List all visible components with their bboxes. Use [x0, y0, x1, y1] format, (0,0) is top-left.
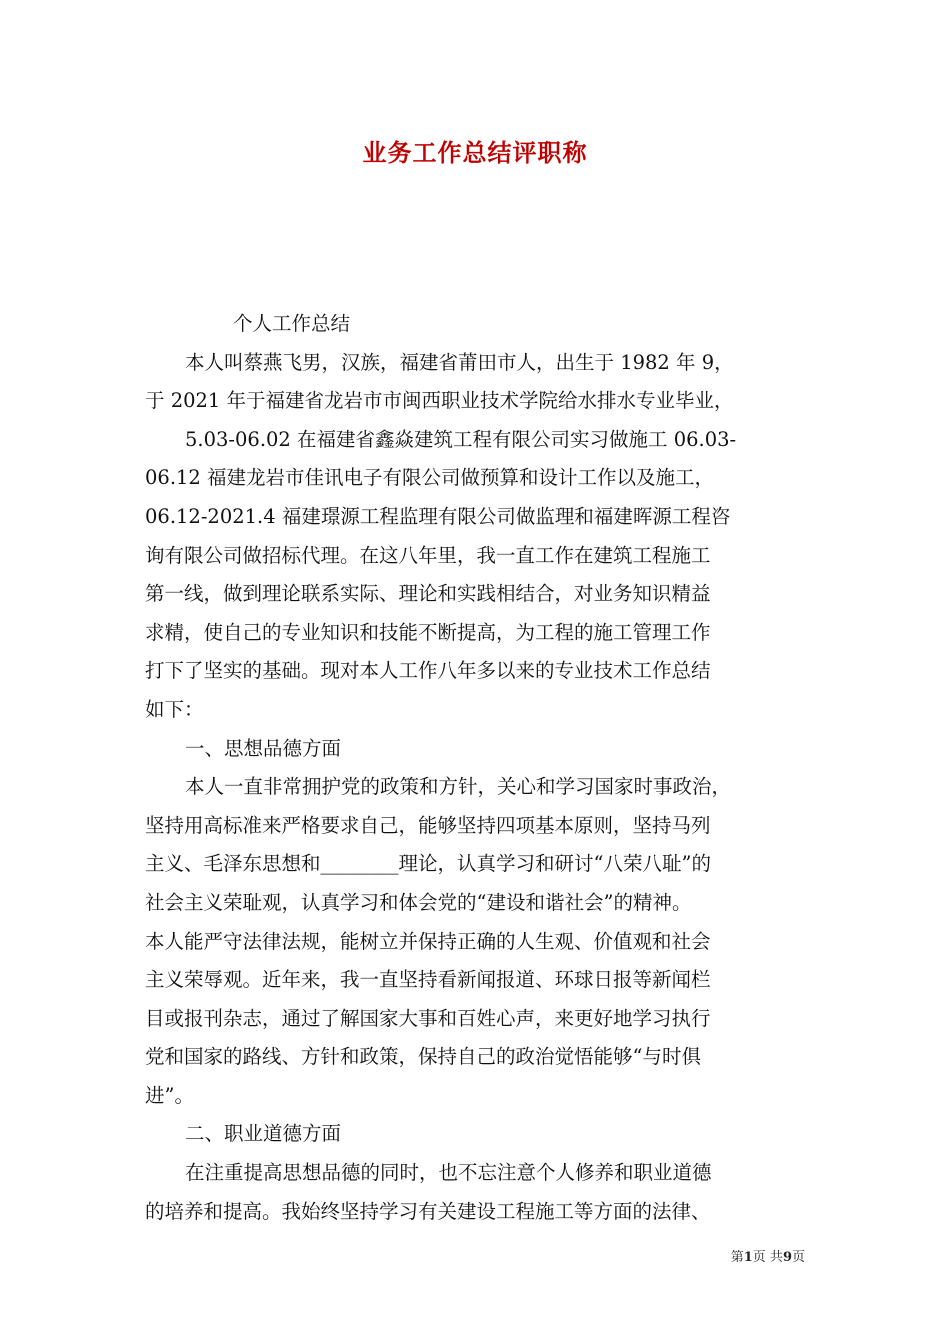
text-line: 本人一直非常拥护党的政策和方针，关心和学习国家时事政治，: [185, 775, 732, 799]
text-line: 在注重提高思想品德的同时，也不忘注意个人修养和职业道德: [185, 1161, 712, 1185]
text-line: 5.03-06.02 在福建省鑫焱建筑工程有限公司实习做施工 06.03-: [185, 427, 737, 451]
text-line: 于 2021 年于福建省龙岩市市闽西职业技术学院给水排水专业毕业，: [145, 389, 734, 413]
footer-suffix: 页: [791, 1250, 805, 1265]
text-line: 打下了坚实的基础。现对本人工作八年多以来的专业技术工作总结: [145, 659, 711, 683]
text-line: 如下：: [145, 697, 204, 721]
text-line: 求精，使自己的专业知识和技能不断提高，为工程的施工管理工作: [145, 620, 711, 644]
total-page-count: 9: [782, 1250, 792, 1265]
text-line: 党和国家的路线、方针和政策，保持自己的政治觉悟能够“与时俱: [145, 1045, 701, 1069]
document-title: 业务工作总结评职称: [362, 138, 588, 167]
text-line: 的培养和提高。我始终坚持学习有关建设工程施工等方面的法律、: [145, 1199, 711, 1223]
text-line: 询有限公司做招标代理。在这八年里，我一直工作在建筑工程施工: [145, 543, 711, 567]
text-line: 第一线，做到理论联系实际、理论和实践相结合，对业务知识精益: [145, 582, 711, 606]
document-body: [145, 305, 810, 1231]
text-line: 坚持用高标准来严格要求自己，能够坚持四项基本原则，坚持马列: [145, 813, 711, 837]
footer-middle: 页 共: [752, 1250, 783, 1265]
text-line: 06.12 福建龙岩市佳讯电子有限公司做预算和设计工作以及施工，: [145, 466, 715, 490]
text-line: 一、思想品德方面: [185, 736, 342, 760]
current-page-number: 1: [743, 1250, 753, 1265]
text-line: 社会主义荣耻观，认真学习和体会党的“建设和谐社会”的精神。: [145, 890, 692, 914]
text-line: 06.12-2021.4 福建璟源工程监理有限公司做监理和福建晖源工程咨: [145, 504, 731, 528]
text-line: 主义、毛泽东思想和________理论，认真学习和研讨“八荣八耻”的: [145, 852, 711, 876]
text-line: 本人叫蔡燕飞男，汉族，福建省莆田市人，出生于 1982 年 9，: [185, 350, 734, 374]
text-line: 个人工作总结: [233, 312, 351, 335]
text-line: 本人能严守法律法规，能树立并保持正确的人生观、价值观和社会: [145, 929, 711, 953]
text-line: 二、职业道德方面: [185, 1122, 342, 1146]
text-line: 进”。: [145, 1083, 194, 1107]
page-footer: [731, 1246, 805, 1265]
footer-prefix: 第: [730, 1250, 744, 1265]
text-line: 目或报刊杂志，通过了解国家大事和百姓心声，来更好地学习执行: [145, 1006, 711, 1030]
text-line: 主义荣辱观。近年来，我一直坚持看新闻报道、环球日报等新闻栏: [145, 968, 711, 992]
